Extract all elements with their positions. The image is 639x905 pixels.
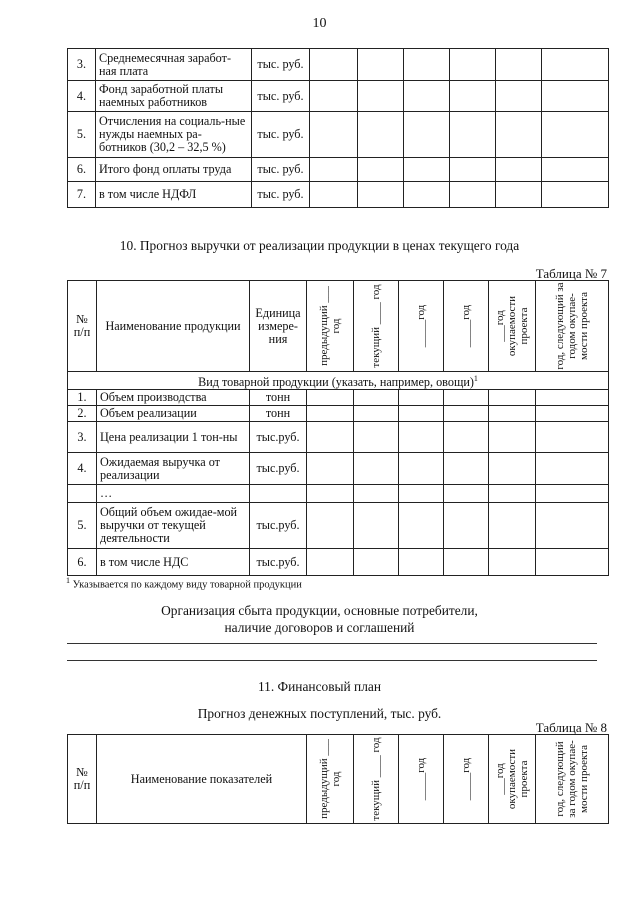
empty-cell[interactable] [399, 453, 444, 485]
empty-cell[interactable] [307, 485, 354, 503]
empty-cell[interactable] [489, 406, 536, 422]
row-name: Среднемесячная заработ-ная плата [96, 49, 252, 81]
empty-cell[interactable] [542, 49, 609, 81]
empty-cell[interactable] [404, 112, 450, 158]
empty-cell[interactable] [489, 549, 536, 576]
header-cur-year: текущий ____ год [354, 735, 399, 824]
header-year-a: _____год [399, 281, 444, 372]
header-next-year: год, следующий за годом окупае-мости проекта [536, 735, 609, 824]
section-11-heading: 11. Финансовый план [257, 679, 382, 694]
row-unit: тонн [250, 390, 307, 406]
empty-cell[interactable] [354, 485, 399, 503]
empty-cell[interactable] [354, 549, 399, 576]
row-name: Объем производства [97, 390, 250, 406]
header-year-a: _____год [399, 735, 444, 824]
empty-cell[interactable] [450, 81, 496, 112]
header-row [68, 735, 609, 824]
empty-cell[interactable] [496, 81, 542, 112]
row-number: 6. [68, 549, 97, 576]
empty-cell[interactable] [307, 390, 354, 406]
empty-cell[interactable] [536, 406, 609, 422]
empty-cell[interactable] [489, 485, 536, 503]
row-unit: тыс. руб. [252, 81, 310, 112]
empty-cell[interactable] [307, 406, 354, 422]
table-row [68, 390, 609, 406]
row-number [68, 485, 97, 503]
table-row [68, 503, 609, 549]
empty-cell[interactable] [399, 406, 444, 422]
empty-cell[interactable] [496, 158, 542, 182]
row-number: 3. [68, 422, 97, 453]
header-next-year: год, следующий за годом окупае-мости проекта [536, 281, 609, 372]
row-unit: тонн [250, 406, 307, 422]
empty-cell[interactable] [542, 158, 609, 182]
table-row [68, 453, 609, 485]
table-row [68, 406, 609, 422]
row-number: 5. [68, 503, 97, 549]
cash-receipts-subheading: Прогноз денежных поступлений, тыс. руб. [197, 706, 442, 721]
row-name: Ожидаемая выручка от реализации [97, 453, 250, 485]
sales-organization-line-2: наличие договоров и соглашений [224, 620, 415, 635]
header-indicator-name: Наименование показателей [97, 735, 307, 824]
revenue-forecast-table [67, 280, 609, 576]
row-unit: тыс.руб. [250, 549, 307, 576]
empty-cell[interactable] [307, 503, 354, 549]
empty-cell[interactable] [307, 549, 354, 576]
empty-cell[interactable] [310, 158, 358, 182]
row-unit: тыс.руб. [250, 453, 307, 485]
payroll-table [67, 48, 609, 208]
row-number: 5. [68, 112, 96, 158]
empty-cell[interactable] [399, 422, 444, 453]
header-payback-year: ___год окупаемости проекта [489, 735, 536, 824]
section-10-heading: 10. Прогноз выручки от реализации продукции в ценах текущего года [119, 238, 520, 253]
table-row [68, 158, 609, 182]
table-7-label: Таблица № 7 [535, 266, 607, 281]
empty-cell[interactable] [358, 112, 404, 158]
empty-cell[interactable] [444, 485, 489, 503]
empty-cell[interactable] [496, 112, 542, 158]
empty-cell[interactable] [404, 158, 450, 182]
empty-cell[interactable] [536, 422, 609, 453]
empty-cell[interactable] [307, 422, 354, 453]
product-type-row: Вид товарной продукции (указать, например, овощи)$^1$ [68, 372, 609, 390]
row-number: 1. [68, 390, 97, 406]
table-row [68, 485, 609, 503]
row-unit: тыс. руб. [252, 182, 310, 208]
empty-cell[interactable] [536, 453, 609, 485]
empty-cell[interactable] [310, 112, 358, 158]
row-unit [250, 485, 307, 503]
empty-cell[interactable] [444, 549, 489, 576]
empty-cell[interactable] [354, 503, 399, 549]
empty-cell[interactable] [444, 453, 489, 485]
empty-cell[interactable] [399, 503, 444, 549]
empty-cell[interactable] [542, 182, 609, 208]
row-name: в том числе НДФЛ [96, 182, 252, 208]
empty-cell[interactable] [444, 406, 489, 422]
empty-cell[interactable] [489, 390, 536, 406]
empty-cell[interactable] [496, 49, 542, 81]
header-num: № п/п [68, 281, 97, 372]
empty-cell[interactable] [358, 158, 404, 182]
empty-cell[interactable] [489, 503, 536, 549]
row-number: 4. [68, 453, 97, 485]
empty-cell[interactable] [489, 422, 536, 453]
empty-cell[interactable] [444, 503, 489, 549]
fill-in-line[interactable] [67, 643, 597, 644]
empty-cell[interactable] [358, 81, 404, 112]
header-year-b: _____год [444, 735, 489, 824]
row-name: … [97, 485, 250, 503]
empty-cell[interactable] [358, 49, 404, 81]
cash-receipts-table [67, 734, 609, 824]
row-name: в том числе НДС [97, 549, 250, 576]
table-row [68, 422, 609, 453]
table-row [68, 549, 609, 576]
empty-cell[interactable] [310, 49, 358, 81]
empty-cell[interactable] [399, 390, 444, 406]
empty-cell[interactable] [404, 81, 450, 112]
row-unit: тыс. руб. [252, 49, 310, 81]
row-unit: тыс. руб. [252, 158, 310, 182]
row-number: 4. [68, 81, 96, 112]
header-product-name: Наименование продукции [97, 281, 250, 372]
empty-cell[interactable] [310, 81, 358, 112]
header-payback-year: ___год окупаемости проекта [489, 281, 536, 372]
empty-cell[interactable] [404, 182, 450, 208]
empty-cell[interactable] [399, 485, 444, 503]
row-name: Фонд заработной платы наемных работников [96, 81, 252, 112]
empty-cell[interactable] [536, 549, 609, 576]
footnote: $^1$ Указывается по каждому виду товарной продукции [66, 576, 302, 591]
page-number: 10 [312, 16, 327, 31]
empty-cell[interactable] [450, 112, 496, 158]
empty-cell[interactable] [536, 485, 609, 503]
row-unit: тыс.руб. [250, 422, 307, 453]
fill-in-line[interactable] [67, 660, 597, 661]
empty-cell[interactable] [354, 453, 399, 485]
header-row [68, 281, 609, 372]
empty-cell[interactable] [450, 182, 496, 208]
empty-cell[interactable] [542, 112, 609, 158]
empty-cell[interactable] [444, 390, 489, 406]
row-number: 6. [68, 158, 96, 182]
empty-cell[interactable] [310, 182, 358, 208]
sales-organization-line-1: Организация сбыта продукции, основные потребители, [161, 603, 478, 618]
row-unit: тыс.руб. [250, 503, 307, 549]
row-name: Отчисления на социаль-ные нужды наемных ра-ботников (30,2 – 32,5 %) [96, 112, 252, 158]
table-row [68, 81, 609, 112]
header-prev-year: предыдущий ___ год [307, 281, 354, 372]
row-unit: тыс. руб. [252, 112, 310, 158]
empty-cell[interactable] [354, 422, 399, 453]
empty-cell[interactable] [536, 390, 609, 406]
empty-cell[interactable] [399, 549, 444, 576]
header-prev-year: предыдущий ___ год [307, 735, 354, 824]
table-8-label: Таблица № 8 [535, 720, 607, 735]
empty-cell[interactable] [536, 503, 609, 549]
row-name: Итого фонд оплаты труда [96, 158, 252, 182]
empty-cell[interactable] [542, 81, 609, 112]
row-name: Объем реализации [97, 406, 250, 422]
row-number: 7. [68, 182, 96, 208]
table-row [68, 49, 609, 81]
empty-cell[interactable] [307, 453, 354, 485]
empty-cell[interactable] [404, 49, 450, 81]
empty-cell[interactable] [354, 390, 399, 406]
empty-cell[interactable] [354, 406, 399, 422]
empty-cell[interactable] [450, 49, 496, 81]
empty-cell[interactable] [358, 182, 404, 208]
row-number: 2. [68, 406, 97, 422]
row-name: Общий объем ожидае-мой выручки от текущей деятельности [97, 503, 250, 549]
row-name: Цена реализации 1 тон-ны [97, 422, 250, 453]
table-row [68, 182, 609, 208]
empty-cell[interactable] [444, 422, 489, 453]
table-row [68, 112, 609, 158]
empty-cell[interactable] [450, 158, 496, 182]
header-year-b: _____год [444, 281, 489, 372]
header-cur-year: текущий ____ год [354, 281, 399, 372]
row-number: 3. [68, 49, 96, 81]
group-row [68, 372, 609, 390]
header-num: № п/п [68, 735, 97, 824]
empty-cell[interactable] [489, 453, 536, 485]
empty-cell[interactable] [496, 182, 542, 208]
header-unit: Единица измере-ния [250, 281, 307, 372]
